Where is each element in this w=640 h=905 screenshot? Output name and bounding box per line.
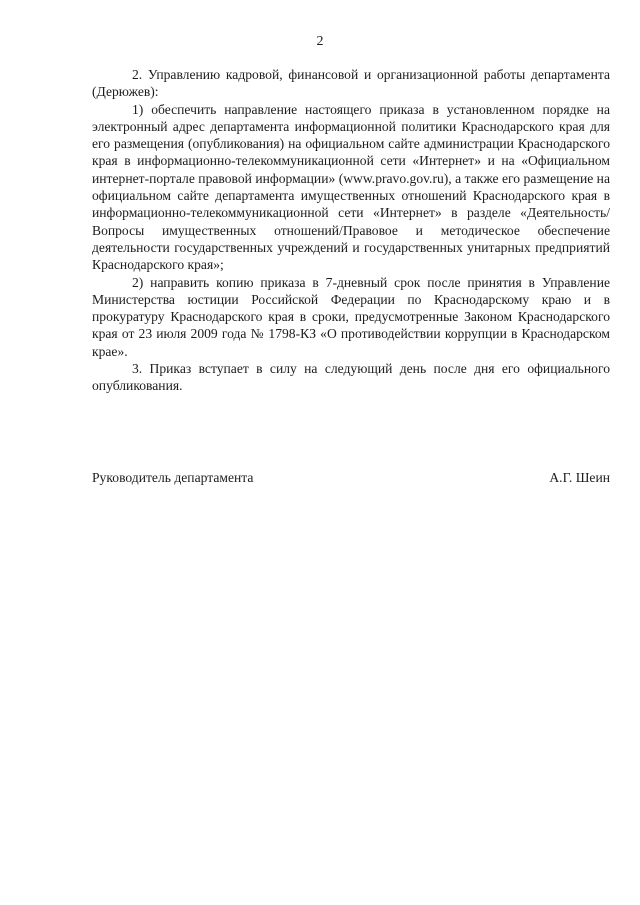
document-body: [92, 66, 610, 395]
paragraph-subitem-1: 1) обеспечить направление настоящего приказа в установленном порядке на электронный адрес департамента информационной политики Краснодарского края для его размещения (опубликования) на официальном сайте администрации Краснодарского края в информационно-телекоммуникационной сети «Интернет» и на «Официальном интернет-портале правовой информации» (www.pravo.gov.ru), а также его размещение на официальном сайте департамента имущественных отношений Краснодарского края в информационно-телекоммуникационной сети «Интернет» в разделе «Деятельность/Вопросы имущественных отношений/Правовое и методическое обеспечение деятельности государственных учреждений и государственных унитарных предприятий Краснодарского края»;: [92, 101, 610, 273]
signatory-position: Руководитель департамента: [92, 470, 254, 485]
page-number: 2: [316, 34, 324, 49]
paragraph-item-3: 3. Приказ вступает в силу на следующий день после дня его официального опубликования.: [92, 361, 610, 394]
paragraph-subitem-2: 2) направить копию приказа в 7-дневный срок после принятия в Управление Министерства юстиции Российской Федерации по Краснодарскому краю и в прокуратуру Краснодарского края в сроки, предусмотренные Законом Краснодарского края от 23 июля 2009 года № 1798-КЗ «О противодействии коррупции в Краснодарском крае».: [92, 274, 610, 359]
paragraph-item-2: 2. Управлению кадровой, финансовой и организационной работы департамента (Дерюжев):: [92, 67, 610, 100]
signatory-name: А.Г. Шеин: [549, 470, 610, 485]
signature-block: [92, 470, 610, 486]
